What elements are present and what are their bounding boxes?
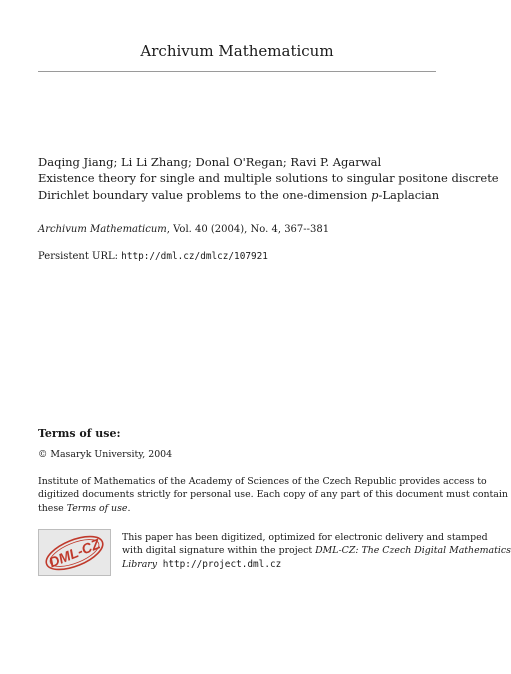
persistent-url-label: Persistent URL:: [38, 251, 122, 262]
citation-journal: Archivum Mathematicum: [38, 224, 167, 235]
policy-terms-italic: Terms of use: [66, 502, 128, 514]
title-line-1: Existence theory for single and multiple solutions to singular positone discrete: [38, 171, 499, 185]
title-p-symbol: p: [371, 187, 379, 202]
project-url-link[interactable]: http://project.dml.cz: [157, 558, 282, 570]
policy-line-3: [38, 502, 438, 515]
persistent-url-link[interactable]: http://dml.cz/dmlcz/107921: [121, 251, 268, 262]
dml-project-name-end: Library: [122, 558, 158, 570]
article-authors: Daqing Jiang; Li Li Zhang; Donal O'Regan; Ravi P. Agarwal: [38, 155, 382, 169]
title-line-2-text: Dirichlet boundary value problems to the one-dimension: [38, 187, 372, 202]
dml-cz-logo-icon: [39, 530, 110, 575]
digitization-line-2-text: with digital signature within the project: [122, 545, 316, 557]
citation: [38, 223, 329, 236]
citation-details: , Vol. 40 (2004), No. 4, 367--381: [166, 224, 330, 235]
title-line-2-suffix: -Laplacian: [378, 187, 440, 202]
policy-line-1: Institute of Mathematics of the Academy of Sciences of the Czech Republic provides access to: [38, 476, 487, 487]
title-line-2: [38, 187, 448, 204]
policy-line-3-text: these: [38, 502, 67, 514]
terms-policy: [38, 475, 508, 515]
dml-project-name: DML-CZ: The Czech Digital Mathematics: [315, 545, 511, 557]
header-divider: [38, 71, 436, 72]
digitization-notice: [122, 531, 511, 571]
dml-cz-logo: [38, 529, 111, 576]
digitization-line-3: [122, 558, 442, 571]
journal-header: Archivum Mathematicum: [140, 42, 334, 60]
article-title: [38, 170, 499, 203]
policy-line-2: digitized documents strictly for personal use. Each copy of any part of this document must contain: [38, 489, 508, 501]
logo-text: DML-CZ: [46, 535, 103, 571]
copyright-notice: © Masaryk University, 2004: [38, 449, 173, 460]
terms-heading: Terms of use:: [38, 427, 121, 440]
persistent-url-line: [38, 250, 268, 263]
digitization-line-2: [122, 544, 511, 557]
policy-line-3-end: .: [127, 502, 131, 514]
digitization-line-1: This paper has been digitized, optimized for electronic delivery and stamped: [122, 532, 488, 543]
